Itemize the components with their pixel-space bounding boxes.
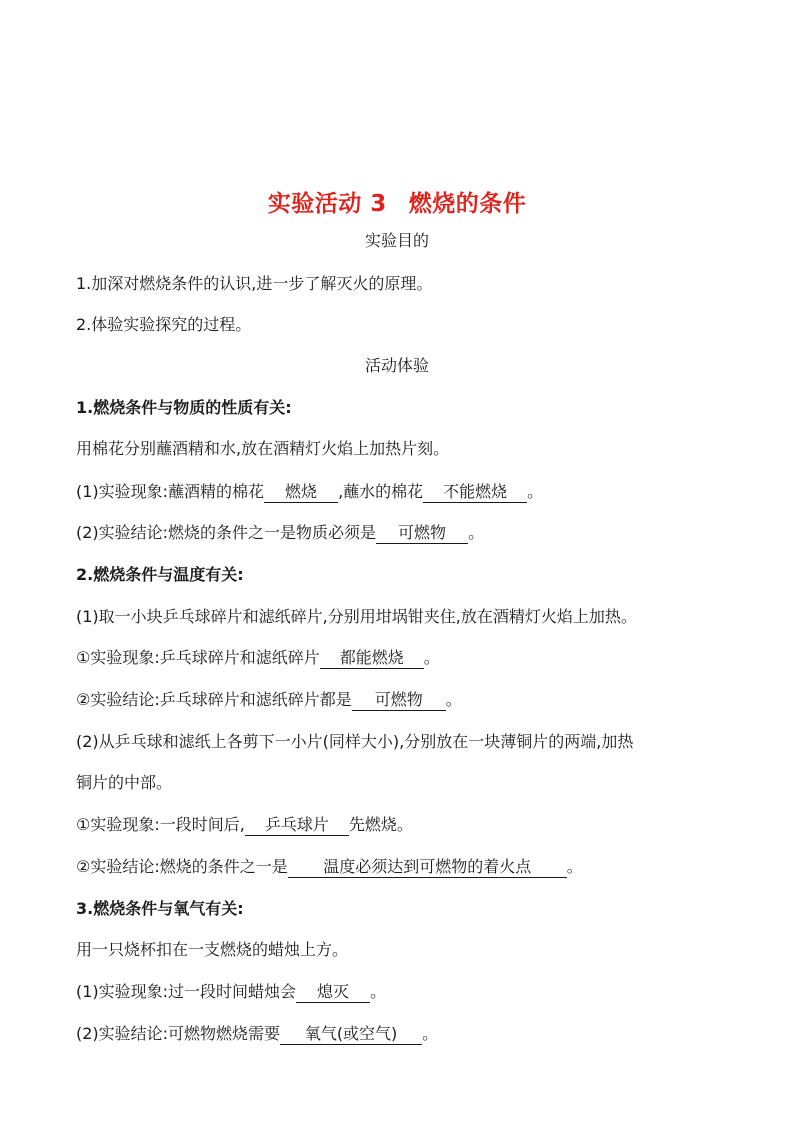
purpose-heading: 实验目的: [364, 231, 429, 250]
answer-blank: 乒乓球片: [245, 815, 349, 836]
page-title: [0, 185, 794, 218]
answer-blank: 燃烧: [264, 482, 338, 503]
section-2-part-1: (1)取一小块乒乓球碎片和滤纸碎片,分别用坩埚钳夹住,放在酒精灯火焰上加热。: [76, 607, 637, 626]
title-activity-number: 实验活动 3: [267, 191, 387, 217]
activity-heading: 活动体验: [364, 356, 429, 375]
answer-blank: 可燃物: [352, 690, 446, 711]
section-1-title: 1.燃烧条件与物质的性质有关:: [76, 398, 292, 417]
section-2-part-2-line-1: (2)从乒乓球和滤纸上各剪下一小片(同样大小),分别放在一块薄铜片的两端,加热: [76, 732, 634, 751]
answer-blank: 温度必须达到可燃物的着火点: [288, 857, 567, 878]
section-3-question-2: (2)实验结论:可燃物燃烧需要 氧气(或空气) 。: [76, 1024, 439, 1043]
answer-blank: 熄灭: [296, 982, 370, 1003]
section-2-part-1-question-2: ②实验结论:乒乓球碎片和滤纸碎片都是 可燃物 。: [76, 690, 462, 709]
purpose-item-2: 2.体验实验探究的过程。: [76, 315, 252, 334]
section-3-title: 3.燃烧条件与氧气有关:: [76, 899, 244, 918]
title-topic: 燃烧的条件: [408, 191, 527, 217]
purpose-item-1: 1.加深对燃烧条件的认识,进一步了解灭火的原理。: [76, 274, 433, 293]
section-2-part-1-question-1: ①实验现象:乒乓球碎片和滤纸碎片 都能燃烧 。: [76, 648, 440, 667]
section-3-desc: 用一只烧杯扣在一支燃烧的蜡烛上方。: [76, 940, 349, 959]
section-3-question-1: (1)实验现象:过一段时间蜡烛会 熄灭 。: [76, 982, 387, 1001]
section-1-desc: 用棉花分别蘸酒精和水,放在酒精灯火焰上加热片刻。: [76, 439, 450, 458]
section-2-title: 2.燃烧条件与温度有关:: [76, 565, 244, 584]
section-2-part-2-line-2: 铜片的中部。: [76, 773, 173, 792]
answer-blank: 氧气(或空气): [280, 1024, 422, 1045]
answer-blank: 可燃物: [376, 523, 468, 544]
answer-blank: 不能燃烧: [423, 482, 527, 503]
section-2-part-2-question-2: ②实验结论:燃烧的条件之一是 温度必须达到可燃物的着火点 。: [76, 857, 583, 876]
section-2-part-2-question-1: ①实验现象:一段时间后, 乒乓球片 先燃烧。: [76, 815, 413, 834]
section-1-question-2: (2)实验结论:燃烧的条件之一是物质必须是 可燃物 。: [76, 523, 485, 542]
section-1-question-1: (1)实验现象:蘸酒精的棉花 燃烧 ,蘸水的棉花 不能燃烧 。: [76, 482, 544, 501]
answer-blank: 都能燃烧: [320, 648, 424, 669]
